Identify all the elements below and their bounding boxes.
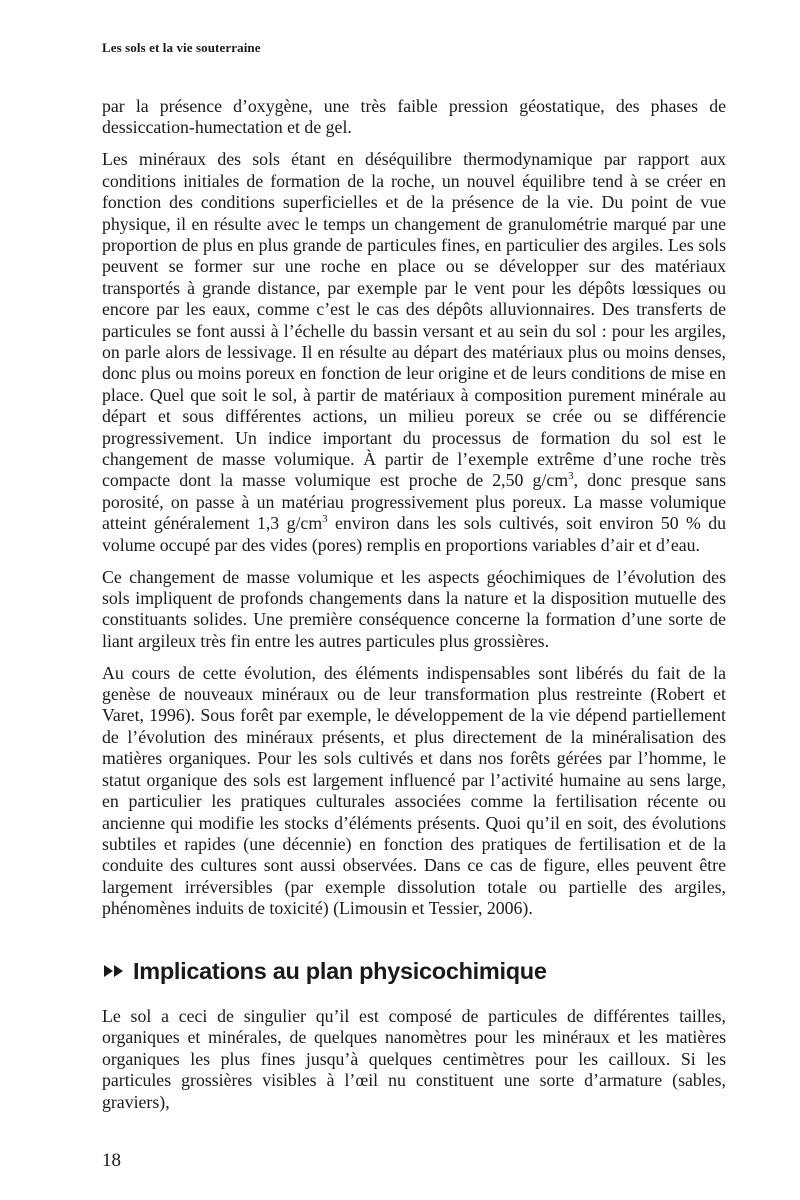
page-number: 18 bbox=[102, 1150, 121, 1171]
paragraph: Le sol a ceci de singulier qu’il est composé de particules de différentes tailles, organiques et minérales, de quelques nanomètres pour les minéraux et les matières organiques les plus fines jusqu’à quelques centimètres pour les cailloux. Si les particules grossières visibles à l’œil nu constituent une sorte d’armature (sables, graviers), bbox=[102, 1006, 726, 1112]
paragraph: Ce changement de masse volumique et les aspects géochimiques de l’évolution des sols impliquent de profonds changements dans la nature et la disposition mutuelle des constituants solides. Une première conséquence concerne la formation d’une sorte de liant argileux très fin entre les autres particules plus grossières. bbox=[102, 566, 726, 651]
section-heading-text: Implications au plan physicochimique bbox=[133, 958, 547, 984]
running-head: Les sols et la vie souterraine bbox=[102, 40, 261, 55]
double-chevron-right-icon bbox=[102, 963, 126, 979]
paragraph-text: Les minéraux des sols étant en déséquilibre thermodynamique par rapport aux conditions initiales de formation de la roche, un nouvel équilibre tend à se créer en fonction des conditions superficielles et de la présence de la vie. Du point de vue physique, il en résulte avec le temps un changement de granulométrie marqué par une proportion de plus en plus grande de particules fines, en particulier des argiles. Les sols peuvent se former sur une roche en place ou se développer sur des matériaux transportés à grande distance, par exemple par le vent pour les dépôts lœssiques ou encore par les eaux, comme c’est le cas des dépôts alluvionnaires. Des transferts de particules se font aussi à l’échelle du bassin versant et au sein du sol : pour les argiles, on parle alors de lessivage. Il en résulte au départ des matériaux plus ou moins denses, donc plus ou moins poreux en fonction de leur origine et de leurs conditions de mise en place. Quel que soit le sol, à partir de matériaux à composition purement minérale au départ et sous différentes actions, un milieu poreux se crée ou se différencie progressivement. Un indice important du processus de formation du sol est le changement de masse volumique. À partir de l’exemple extrême d’une roche très compacte dont la masse volumique est proche de 2,50 g/cm bbox=[102, 149, 726, 491]
paragraph-text: , donc presque sans porosité, on passe à un matériau progressivement plus poreux. La masse volumique atteint généralement 1,3 g/cm bbox=[102, 470, 726, 534]
superscript: 3 bbox=[322, 513, 328, 526]
paragraph: par la présence d’oxygène, une très faible pression géostatique, des phases de dessiccation-humectation et de gel. bbox=[102, 96, 726, 138]
superscript: 3 bbox=[568, 470, 574, 483]
body-text-top bbox=[102, 96, 726, 930]
paragraph: Au cours de cette évolution, des éléments indispensables sont libérés du fait de la genèse de nouveaux minéraux ou de leur transformation plus restreinte (Robert et Varet, 1996). Sous forêt par exemple, le développement de la vie dépend partiellement de l’évolution des minéraux présents, et plus directement de la minéralisation des matières organiques. Pour les sols cultivés et dans nos forêts gérées par l’homme, le statut organique des sols est largement influencé par l’activité humaine au sens large, en particulier les pratiques culturales associées comme la fertilisation récente ou ancienne qui modifie les stocks d’éléments présents. Quoi qu’il en soit, des évolutions subtiles et rapides (une décennie) en fonction des pratiques de fertilisation et de la conduite des cultures sont aussi observées. Dans ce cas de figure, elles peuvent être largement irréversibles (par exemple dissolution totale ou partielle des argiles, phénomènes induits de toxicité) (Limousin et Tessier, 2006). bbox=[102, 662, 726, 919]
section-heading bbox=[102, 956, 547, 986]
body-text-bottom bbox=[102, 1006, 726, 1124]
paragraph-text: environ dans les sols cultivés, soit environ 50 % du volume occupé par des vides (pores) remplis en proportions variables d’air et d’eau. bbox=[102, 513, 726, 555]
paragraph bbox=[102, 149, 726, 556]
